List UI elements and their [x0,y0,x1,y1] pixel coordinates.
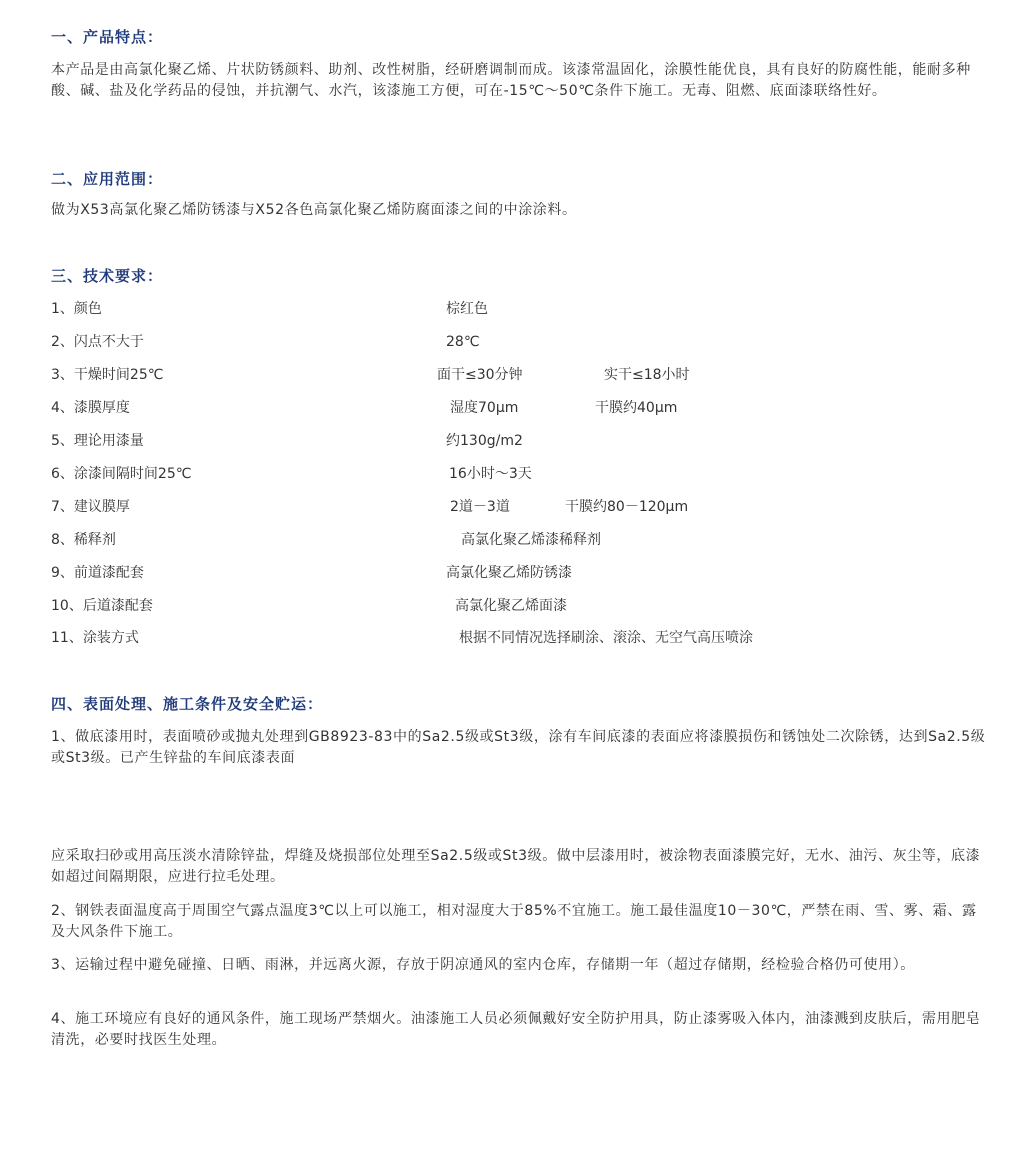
section-heading-application: 二、应用范围： [51,170,164,188]
spec-value: 面干≤30分钟 [437,367,523,383]
spec-label: 11、涂装方式 [51,630,139,646]
spec-label: 4、漆膜厚度 [51,400,130,416]
spec-label: 2、闪点不大于 [51,334,144,350]
spec-value: 16小时～3天 [449,466,532,482]
treatment-paragraph-4: 4、施工环境应有良好的通风条件，施工现场严禁烟火。油漆施工人员必须佩戴好安全防护用具，防止漆雾吸入体内，油漆溅到皮肤后，需用肥皂清洗，必要时找医生处理。 [51,1011,981,1048]
features-paragraph: 本产品是由高氯化聚乙烯、片状防锈颜料、助剂、改性树脂，经研磨调制而成。该漆常温固化，涂膜性能优良，具有良好的防腐性能，能耐多种酸、碱、盐及化学药品的侵蚀，并抗潮气、水汽，该漆施工方便，可在-15℃～50℃条件下施工。无毒、阻燃、底面漆联络性好。 [51,62,971,99]
spec-row [51,595,951,617]
spec-value: 根据不同情况选择刷涂、滚涂、无空气高压喷涂 [459,630,753,646]
spec-value: 约130g/m2 [446,433,523,449]
spec-value: 高氯化聚乙烯漆稀释剂 [461,532,601,548]
spec-row [51,364,951,386]
spec-row [51,331,951,353]
spec-value: 高氯化聚乙烯防锈漆 [446,565,572,581]
spec-row [51,298,951,320]
spec-row [51,430,951,452]
treatment-paragraph-1: 1、做底漆用时，表面喷砂或抛丸处理到GB8923-83中的Sa2.5级或St3级，涂有车间底漆的表面应将漆膜损伤和锈蚀处二次除锈，达到Sa2.5级或St3级。已产生锌盐的车间底漆表面 [51,729,986,766]
spec-label: 1、颜色 [51,301,102,317]
spec-extra: 干膜约80－120μm [565,499,689,515]
spec-value: 棕红色 [446,301,488,317]
spec-row [51,627,951,649]
spec-row [51,463,951,485]
spec-value: 2道－3道 [450,499,510,515]
spec-row [51,529,951,551]
spec-label: 3、干燥时间25℃ [51,367,164,383]
spec-label: 6、涂漆间隔时间25℃ [51,466,192,482]
spec-label: 10、后道漆配套 [51,598,153,614]
section-heading-surface-treatment: 四、表面处理、施工条件及安全贮运： [51,695,324,713]
spec-label: 8、稀释剂 [51,532,116,548]
spec-label: 9、前道漆配套 [51,565,144,581]
section-heading-features: 一、产品特点： [51,28,164,46]
spec-extra: 实干≤18小时 [604,367,690,383]
spec-value: 湿度70μm [450,400,519,416]
treatment-paragraph-1-continued: 应采取扫砂或用高压淡水清除锌盐，焊缝及烧损部位处理至Sa2.5级或St3级。做中层漆用时，被涂物表面漆膜完好，无水、油污、灰尘等，底漆如超过间隔期限，应进行拉毛处理。 [51,848,981,885]
spec-row [51,562,951,584]
spec-row [51,496,951,518]
spec-value: 28℃ [446,334,480,350]
section-heading-technical: 三、技术要求： [51,267,164,285]
treatment-paragraph-3: 3、运输过程中避免碰撞、日晒、雨淋，并远离火源，存放于阴凉通风的室内仓库，存储期一年（超过存储期，经检验合格仍可使用）。 [51,957,915,973]
spec-row [51,397,951,419]
application-paragraph: 做为X53高氯化聚乙烯防锈漆与X52各色高氯化聚乙烯防腐面漆之间的中涂涂料。 [51,202,577,218]
treatment-paragraph-2: 2、钢铁表面温度高于周围空气露点温度3℃以上可以施工，相对湿度大于85%不宜施工。施工最佳温度10－30℃，严禁在雨、雪、雾、霜、露及大风条件下施工。 [51,903,977,940]
spec-label: 7、建议膜厚 [51,499,130,515]
spec-label: 5、理论用漆量 [51,433,144,449]
spec-value: 高氯化聚乙烯面漆 [455,598,567,614]
spec-extra: 干膜约40μm [595,400,678,416]
